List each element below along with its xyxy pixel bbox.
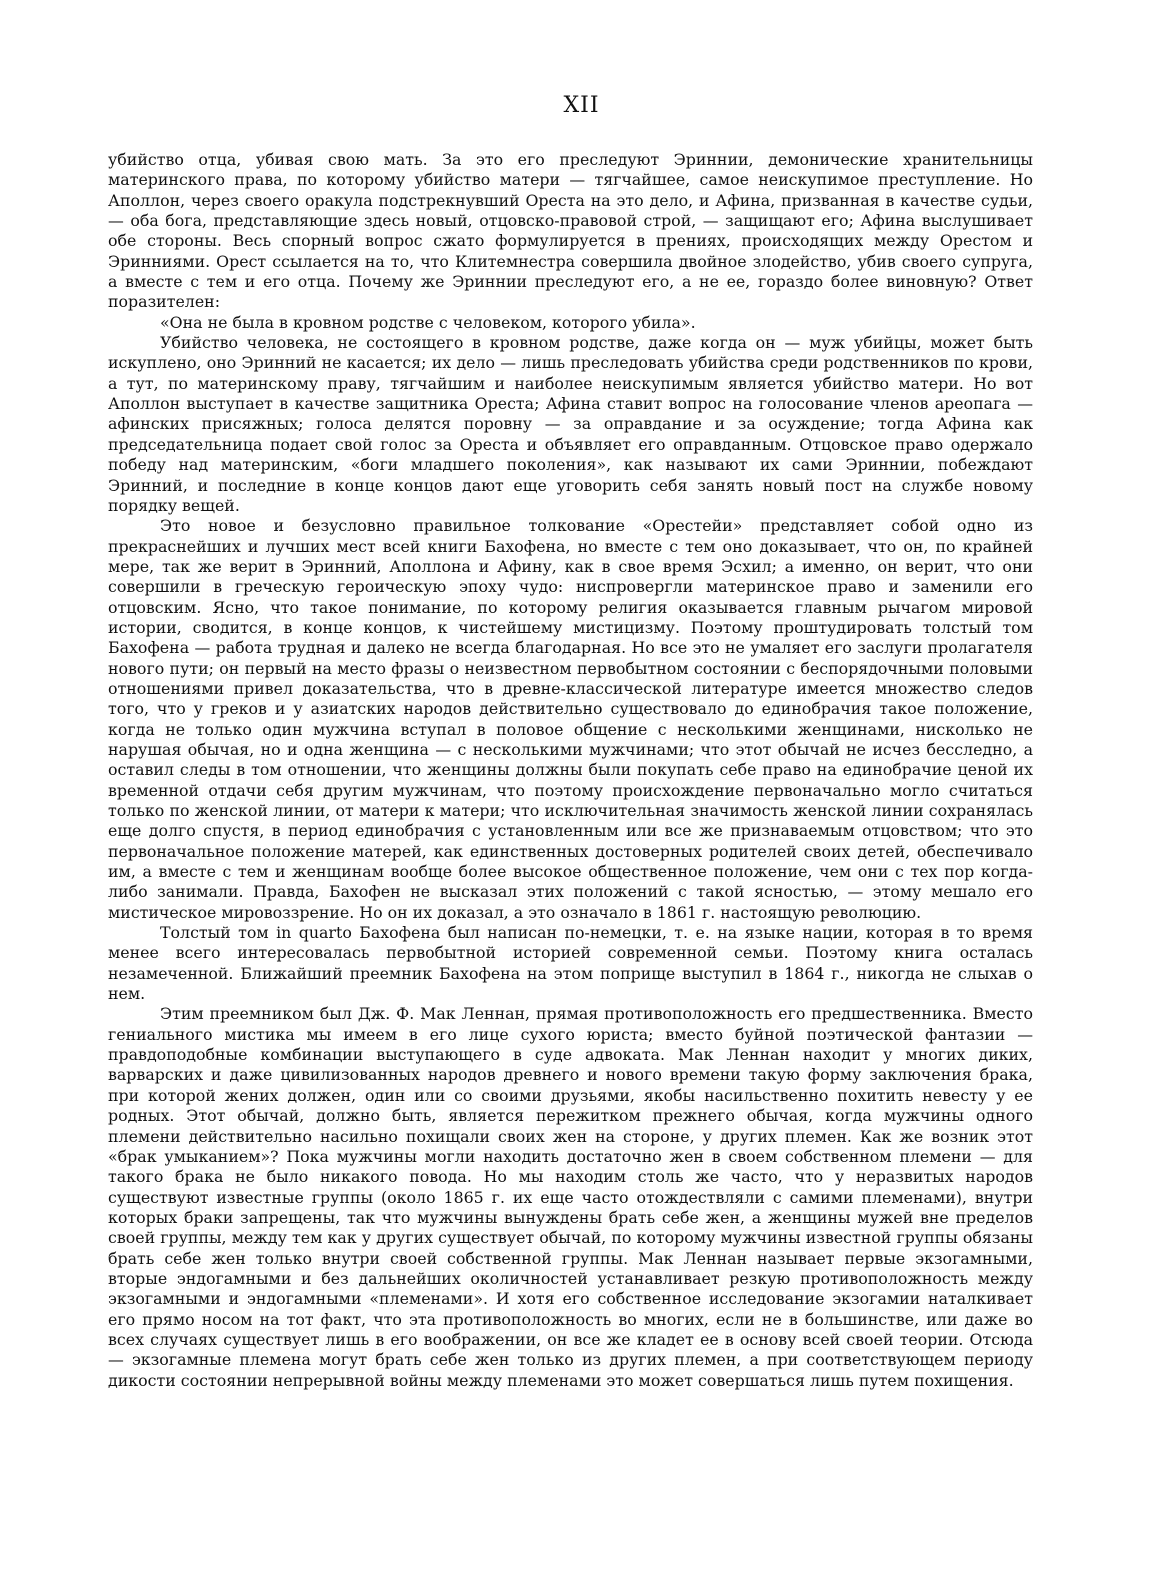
quote-paragraph: «Она не была в кровном родстве с человеком, которого убила». — [160, 312, 696, 332]
paragraph: Толстый том in quarto Бахофена был написан по-немецки, т. е. на языке нации, которая в то время менее всего интересовалась первобытной историей современной семьи. Поэтому книга осталась незамеченной. Ближайший преемник Бахофена на этом поприще выступил в 1864 г., никогда не слыхав о нем. — [108, 923, 1033, 1004]
paragraph: Этим преемником был Дж. Ф. Мак Леннан, прямая противоположность его предшественника. Вместо гениального мистика мы имеем в его лице сухого юриста; вместо буйной поэтической фантазии — правдоподобные комбинации выступающего в суде адвоката. Мак Леннан находит у многих диких, варварских и даже цивилизованных народов древнего и нового времени такую форму заключения брака, при которой жених должен, один или со своими друзьями, якобы насильственно похитить невесту у ее родных. Этот обычай, должно быть, является пережитком прежнего обычая, когда мужчины одного племени действительно насильно похищали своих жен на стороне, у других племен. Как же возник этот «брак умыканием»? Пока мужчины могли находить достаточно жен в своем собственном племени — для такого брака не было никакого повода. Но мы находим столь же часто, что у неразвитых народов существуют известные группы (около 1865 г. их еще часто отождествляли с самими племенами), внутри которых браки запрещены, так что мужчины вынуждены брать себе жен, а женщины мужей вне пределов своей группы, между тем как у других существует обычай, по которому мужчины известной группы обязаны брать себе жен только внутри своей собственной группы. Мак Леннан называет первые экзогамными, вторые эндогамными и без дальнейших околичностей устанавливает резкую противоположность между экзогамными и эндогамными «племенами». И хотя его собственное исследование экзогамии наталкивает его прямо носом на тот факт, что эта противоположность во многих, если не в большинстве, или даже во всех случаях существует лишь в его воображении, он все же кладет ее в основу всей своей теории. Отсюда — экзогамные племена могут брать себе жен только из других племен, а при соответствующем периоду дикости состоянии непрерывной войны между племенами это может совершаться лишь путем похищения. — [108, 1004, 1033, 1390]
page-number: XII — [563, 93, 600, 118]
paragraph: Это новое и безусловно правильное толкование «Орестейи» представляет собой одно из прекраснейших и лучших мест всей книги Бахофена, но вместе с тем оно доказывает, что он, по крайней мере, так же верит в Эринний, Аполлона и Афину, как в свое время Эсхил; а именно, он верит, что они совершили в греческую героическую эпоху чудо: ниспровергли материнское право и заменили его отцовским. Ясно, что такое понимание, по которому религия оказывается главным рычагом мировой истории, сводится, в конце концов, к чистейшему мистицизму. Поэтому проштудировать толстый том Бахофена — работа трудная и далеко не всегда благодарная. Но все это не умаляет его заслуги пролагателя нового пути; он первый на место фразы о неизвестном первобытном состоянии с беспорядочными половыми отношениями привел доказательства, что в древне-классической литературе имеется множество следов того, что у греков и у азиатских народов действительно существовало до единобрачия такое положение, когда не только один мужчина вступал в половое общение с несколькими женщинами, нисколько не нарушая обычая, но и одна женщина — с несколькими мужчинами; что этот обычай не исчез бесследно, а оставил следы в том отношении, что женщины должны были покупать себе право на единобрачие ценой их временной отдачи себя другим мужчинам, что поэтому происхождение первоначально могло считаться только по женской линии, от матери к матери; что исключительная значимость женской линии сохранялась еще долго спустя, в период единобрачия с установленным или все же признаваемым отцовством; что это первоначальное положение матерей, как единственных достоверных родителей своих детей, обеспечивало им, а вместе с тем и женщинам вообще более высокое общественное положение, чем они с тех пор когда-либо занимали. Правда, Бахофен не высказал этих положений с такой ясностью, — этому мешало его мистическое мировоззрение. Но он их доказал, а это означало в 1861 г. настоящую революцию. — [108, 516, 1033, 922]
paragraph: Убийство человека, не состоящего в кровном родстве, даже когда он — муж убийцы, может быть искуплено, оно Эринний не касается; их дело — лишь преследовать убийства среди родственников по крови, а тут, по материнскому праву, тягчайшим и наиболее неискупимым является убийство матери. Но вот Аполлон выступает в качестве защитника Ореста; Афина ставит вопрос на голосование членов ареопага — афинских присяжных; голоса делятся поровну — за оправдание и за осуждение; тогда Афина как председательница подает свой голос за Ореста и объявляет его оправданным. Отцовское право одержало победу над материнским, «боги младшего поколения», как называют их сами Эриннии, побеждают Эринний, и последние в конце концов дают еще уговорить себя занять новый пост на службе новому порядку вещей. — [108, 333, 1033, 515]
paragraph-continued: убийство отца, убивая свою мать. За это его преследуют Эриннии, демонические хранительницы материнского права, по которому убийство матери — тягчайшее, самое неискупимое преступление. Но Аполлон, через своего оракула подстрекнувший Ореста на это дело, и Афина, призванная в качестве судьи, — оба бога, представляющие здесь новый, отцовско-правовой строй, — защищают его; Афина выслушивает обе стороны. Весь спорный вопрос сжато формулируется в прениях, происходящих между Орестом и Эринниями. Орест ссылается на то, что Клитемнестра совершила двойное злодейство, убив своего супруга, а вместе с тем и его отца. Почему же Эриннии преследуют его, а не ее, гораздо более виновную? Ответ поразителен: — [108, 150, 1033, 312]
body-text — [108, 150, 1033, 1391]
